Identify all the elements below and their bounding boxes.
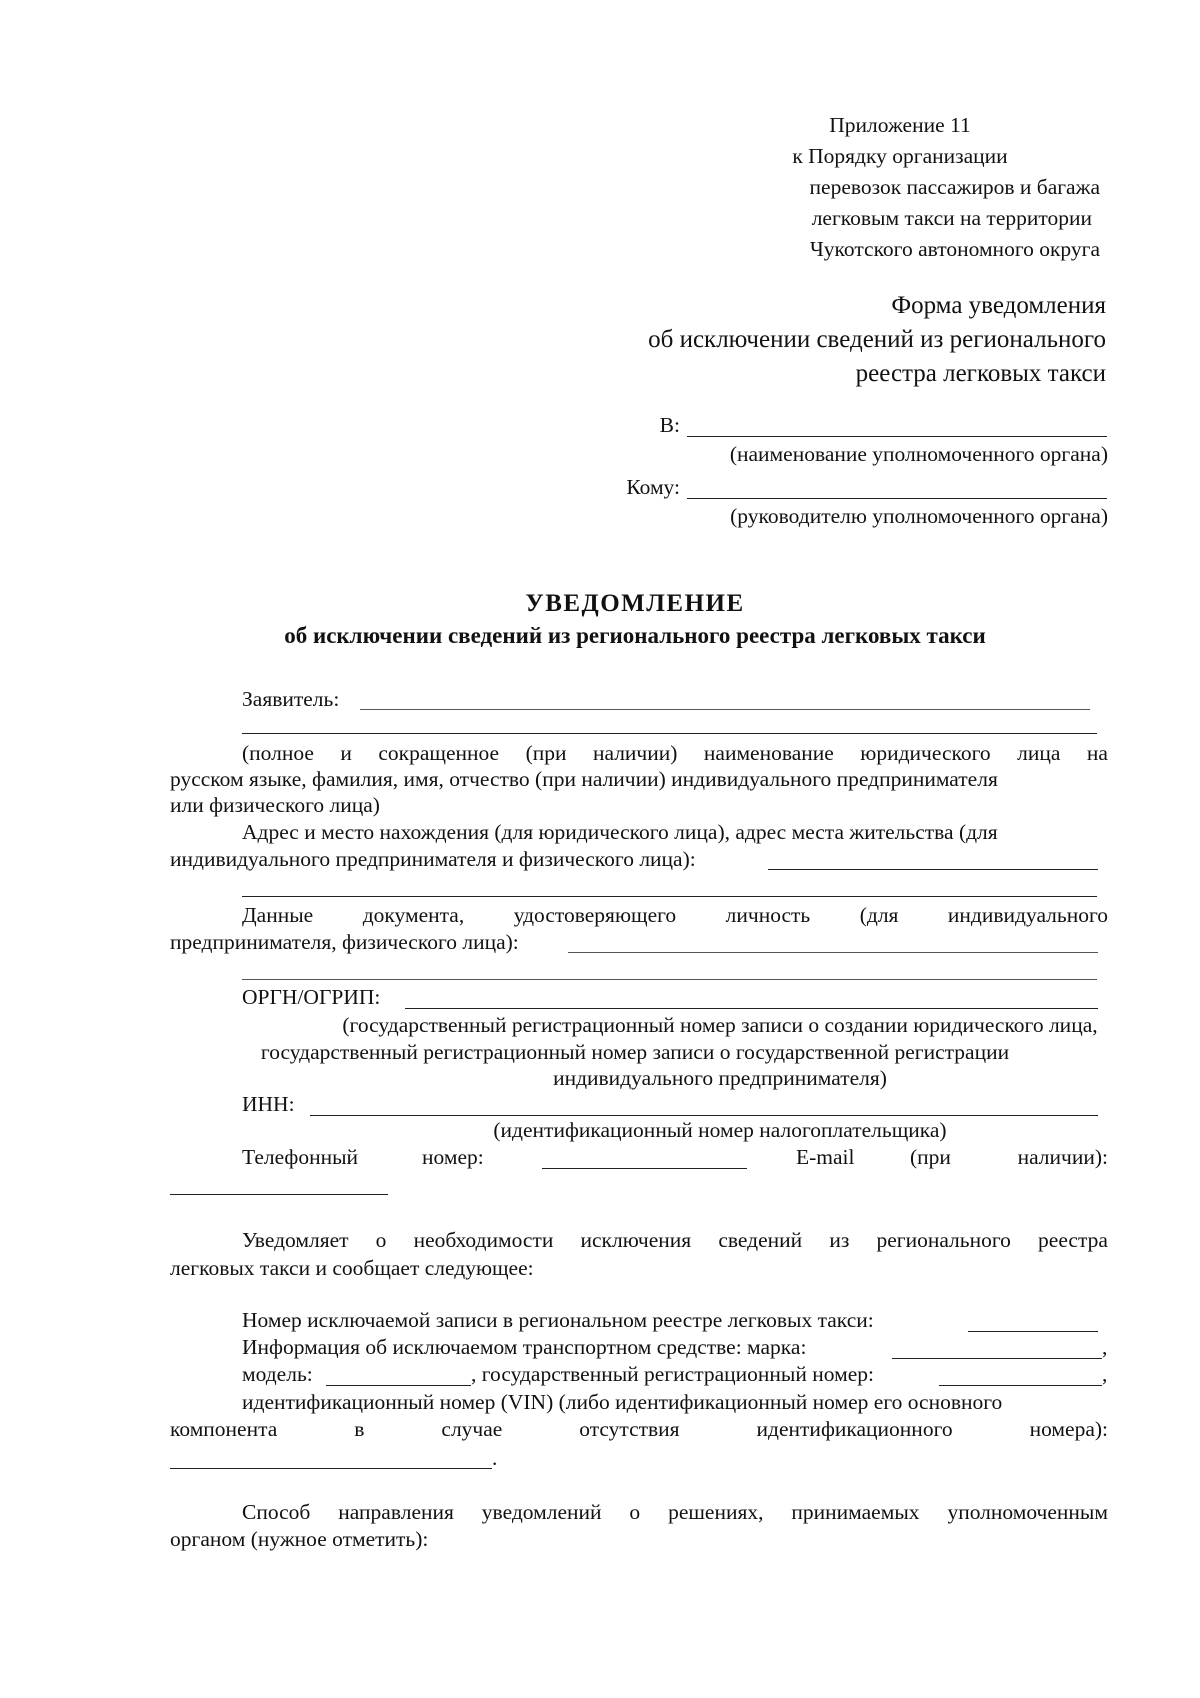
word: сведений	[718, 1228, 803, 1252]
applicant-caption-line-2: русском языке, фамилия, имя, отчество (при наличии) индивидуального предпринимателя	[170, 767, 998, 791]
id-document-field-1[interactable]	[568, 952, 1098, 953]
word: регионального	[876, 1228, 1011, 1252]
email-field[interactable]	[170, 1194, 388, 1195]
inn-field[interactable]	[310, 1115, 1098, 1116]
notice-line-1	[242, 1228, 1108, 1253]
to-field[interactable]	[687, 436, 1107, 437]
id-document-line-1	[242, 903, 1108, 928]
address-line-2: индивидуального предпринимателя и физического лица):	[170, 847, 696, 871]
document-subtitle: об исключении сведений из регионального реестра легковых такси	[284, 623, 986, 648]
word: уполномоченным	[947, 1500, 1108, 1524]
word: личность	[725, 903, 811, 927]
appendix-line-3: перевозок пассажиров и багажа	[809, 175, 1100, 199]
address-line-1: Адрес и место нахождения (для юридического лица), адрес места жительства (для	[242, 820, 998, 844]
word: уведомлений	[481, 1500, 602, 1524]
form-title-line-2: об исключении сведений из регионального	[648, 326, 1106, 353]
reg-number-field[interactable]	[939, 1385, 1102, 1386]
whom-caption: (руководителю уполномоченного органа)	[730, 504, 1108, 528]
applicant-field-2[interactable]	[242, 733, 1097, 734]
model-label: модель:	[242, 1362, 313, 1386]
appendix-line-5: Чукотского автономного округа	[809, 237, 1100, 261]
vin-period: .	[492, 1446, 498, 1470]
record-number-label: Номер исключаемой записи в региональном реестре легковых такси:	[242, 1308, 874, 1332]
model-field[interactable]	[326, 1385, 471, 1386]
email-label-3: наличии):	[1017, 1145, 1108, 1169]
word: Уведомляет	[242, 1228, 349, 1252]
appendix-line-1: Приложение 11	[829, 113, 971, 137]
document-title: УВЕДОМЛЕНИЕ	[525, 590, 745, 617]
id-document-line-2: предпринимателя, физического лица):	[170, 930, 519, 954]
word: принимаемых	[791, 1500, 920, 1524]
ogrn-label: ОРГН/ОГРИП:	[242, 985, 381, 1009]
word: решениях,	[668, 1500, 764, 1524]
word: номера):	[1029, 1417, 1108, 1441]
phone-label-1: Телефонный	[242, 1145, 359, 1169]
delivery-line-2: органом (нужное отметить):	[170, 1527, 429, 1551]
email-label-1: E-mail	[796, 1145, 855, 1169]
word: наличии)	[592, 741, 678, 765]
phone-label-2: номер:	[422, 1145, 484, 1169]
applicant-field-1[interactable]	[360, 709, 1090, 710]
word: исключения	[580, 1228, 692, 1252]
word: наименование	[703, 741, 834, 765]
word: реестра	[1038, 1228, 1108, 1252]
applicant-caption-line-3: или физического лица)	[170, 793, 380, 817]
word: о	[375, 1228, 387, 1252]
email-label-2: (при	[910, 1145, 951, 1169]
ogrn-caption-line-2: государственный регистрационный номер записи о государственной регистрации	[260, 1040, 1010, 1064]
word: юридического	[860, 741, 991, 765]
word: идентификационного	[756, 1417, 953, 1441]
delivery-line-1	[242, 1500, 1108, 1525]
id-document-field-2[interactable]	[242, 979, 1097, 980]
word: сокращенное	[378, 741, 500, 765]
reg-number-comma: ,	[1102, 1362, 1108, 1386]
reg-number-label: , государственный регистрационный номер:	[471, 1362, 874, 1386]
notice-line-2: легковых такси и сообщает следующее:	[170, 1256, 534, 1280]
phone-field[interactable]	[542, 1168, 747, 1169]
to-label: В:	[659, 413, 680, 437]
word: на	[1086, 741, 1108, 765]
vin-line-1: идентификационный номер (VIN) (либо идентификационный номер его основного	[242, 1390, 1003, 1414]
appendix-line-4: легковым такси на территории	[811, 206, 1092, 230]
applicant-caption-line-1	[242, 741, 1108, 766]
word: индивидуального	[947, 903, 1108, 927]
inn-label: ИНН:	[242, 1092, 295, 1116]
word: из	[829, 1228, 850, 1252]
word: (при	[525, 741, 567, 765]
to-caption: (наименование уполномоченного органа)	[729, 442, 1108, 466]
whom-field[interactable]	[687, 498, 1107, 499]
address-field-1[interactable]	[768, 869, 1098, 870]
form-title-line-1: Форма уведомления	[891, 292, 1106, 319]
word: необходимости	[413, 1228, 554, 1252]
word: документа,	[362, 903, 465, 927]
word: о	[629, 1500, 641, 1524]
word: Способ	[242, 1500, 311, 1524]
vin-line-2	[170, 1417, 1108, 1442]
form-title-line-3: реестра легковых такси	[855, 360, 1106, 387]
word: (для	[859, 903, 899, 927]
word: компонента	[170, 1417, 278, 1441]
word: отсутствия	[579, 1417, 680, 1441]
word: лица	[1017, 741, 1061, 765]
word: Данные	[242, 903, 314, 927]
applicant-label: Заявитель:	[242, 687, 340, 711]
word: случае	[441, 1417, 503, 1441]
brand-comma: ,	[1102, 1335, 1108, 1359]
address-field-2[interactable]	[242, 896, 1097, 897]
inn-caption: (идентификационный номер налогоплательщика)	[493, 1118, 947, 1142]
vehicle-brand-field[interactable]	[892, 1358, 1102, 1359]
word: (полное	[242, 741, 314, 765]
word: удостоверяющего	[513, 903, 677, 927]
vehicle-info-label: Информация об исключаемом транспортном средстве: марка:	[242, 1335, 807, 1359]
word: в	[354, 1417, 365, 1441]
ogrn-caption-line-3: индивидуального предпринимателя)	[553, 1066, 887, 1090]
record-number-field[interactable]	[968, 1331, 1098, 1332]
whom-label: Кому:	[626, 475, 680, 499]
word: и	[340, 741, 352, 765]
ogrn-field[interactable]	[405, 1008, 1098, 1009]
appendix-line-2: к Порядку организации	[792, 144, 1008, 168]
word: направления	[338, 1500, 454, 1524]
vin-field[interactable]	[170, 1468, 492, 1469]
ogrn-caption-line-1: (государственный регистрационный номер записи о создании юридического лица,	[342, 1013, 1098, 1037]
